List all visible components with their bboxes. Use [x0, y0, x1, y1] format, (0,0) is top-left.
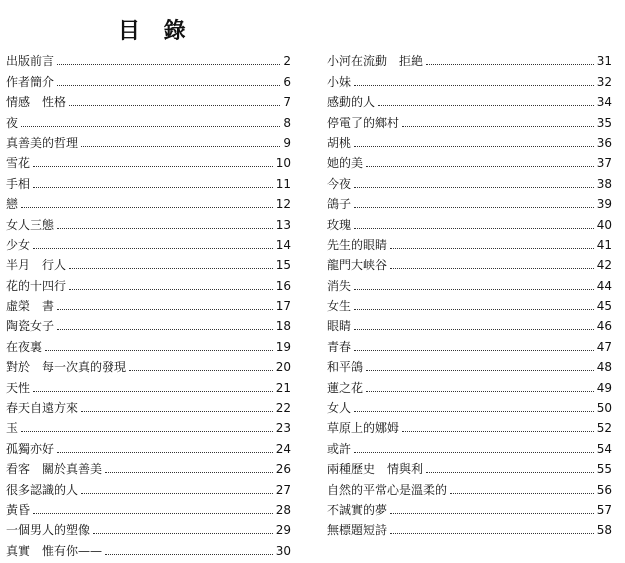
entry-title: 蓮之花: [327, 380, 364, 395]
entry-page-number: 58: [596, 523, 612, 538]
dot-leader: [378, 105, 594, 106]
dot-leader: [33, 391, 273, 392]
entry-title: 夜: [6, 115, 19, 130]
dot-leader: [426, 472, 594, 473]
entry-title: 孤獨亦好: [6, 441, 55, 456]
dot-leader: [450, 493, 594, 494]
entry-title: 無標題短詩: [327, 523, 388, 538]
toc-entry[interactable]: [327, 252, 612, 272]
entry-title: 真善美的哲理: [6, 135, 79, 150]
toc-entry[interactable]: [327, 191, 612, 211]
page-title: 目 錄: [118, 18, 194, 44]
dot-leader: [354, 146, 594, 147]
entry-page-number: 56: [596, 482, 612, 497]
entry-page-number: 48: [596, 360, 612, 375]
entry-title: 黃昏: [6, 502, 31, 517]
toc-entry[interactable]: [327, 211, 612, 231]
toc-entry[interactable]: [327, 293, 612, 313]
dot-leader: [21, 126, 280, 127]
toc-entry[interactable]: [327, 333, 612, 353]
entry-title: 女人三態: [6, 217, 55, 232]
entry-page-number: 49: [596, 380, 612, 395]
entry-page-number: 15: [275, 258, 291, 273]
entry-title: 胡桃: [327, 135, 352, 150]
toc-entry[interactable]: [6, 89, 291, 109]
toc-entry[interactable]: [327, 272, 612, 292]
toc-entry[interactable]: [6, 170, 291, 190]
entry-page-number: 19: [275, 339, 291, 354]
entry-page-number: 55: [596, 462, 612, 477]
dot-leader: [354, 207, 594, 208]
entry-page-number: 29: [275, 523, 291, 538]
toc-entry[interactable]: [6, 374, 291, 394]
entry-page-number: 23: [275, 421, 291, 436]
entry-page-number: 30: [275, 543, 291, 558]
toc-entry[interactable]: [327, 48, 612, 68]
toc-entry[interactable]: [327, 476, 612, 496]
dot-leader: [354, 85, 594, 86]
toc-entry[interactable]: [6, 48, 291, 68]
entry-page-number: 8: [283, 115, 291, 130]
toc-entry[interactable]: [6, 130, 291, 150]
entry-page-number: 31: [596, 54, 612, 69]
toc-entry[interactable]: [6, 68, 291, 88]
toc-entry[interactable]: [327, 130, 612, 150]
entry-title: 手相: [6, 176, 31, 191]
toc-entry[interactable]: [6, 435, 291, 455]
entry-title: 看客 關於真善美: [6, 462, 103, 477]
entry-title: 女生: [327, 299, 352, 314]
entry-page-number: 17: [275, 299, 291, 314]
entry-title: 真實 惟有你——: [6, 543, 103, 558]
dot-leader: [366, 166, 594, 167]
entry-title: 和平鴿: [327, 360, 364, 375]
entry-title: 出版前言: [6, 54, 55, 69]
entry-title: 虛榮 書: [6, 299, 55, 314]
toc-entry[interactable]: [6, 272, 291, 292]
entry-page-number: 28: [275, 502, 291, 517]
entry-page-number: 32: [596, 74, 612, 89]
dot-leader: [57, 452, 273, 453]
toc-entry[interactable]: [6, 415, 291, 435]
entry-title: 天性: [6, 380, 31, 395]
entry-page-number: 27: [275, 482, 291, 497]
entry-page-number: 36: [596, 135, 612, 150]
dot-leader: [57, 228, 273, 229]
entry-page-number: 18: [275, 319, 291, 334]
entry-page-number: 10: [275, 156, 291, 171]
dot-leader: [33, 513, 273, 514]
dot-leader: [366, 370, 594, 371]
dot-leader: [354, 350, 594, 351]
entry-title: 她的美: [327, 156, 364, 171]
dot-leader: [105, 554, 273, 555]
dot-leader: [354, 187, 594, 188]
entry-title: 或許: [327, 441, 352, 456]
toc-entry[interactable]: [327, 354, 612, 374]
entry-page-number: 16: [275, 278, 291, 293]
dot-leader: [354, 289, 594, 290]
entry-title: 春天自遠方來: [6, 401, 79, 416]
entry-title: 先生的眼睛: [327, 237, 388, 252]
dot-leader: [426, 64, 594, 65]
entry-title: 很多認識的人: [6, 482, 79, 497]
dot-leader: [390, 533, 594, 534]
toc-entry[interactable]: [6, 354, 291, 374]
entry-title: 今夜: [327, 176, 352, 191]
entry-page-number: 20: [275, 360, 291, 375]
entry-page-number: 45: [596, 299, 612, 314]
dot-leader: [81, 411, 273, 412]
toc-entry[interactable]: [6, 517, 291, 537]
entry-page-number: 37: [596, 156, 612, 171]
dot-leader: [21, 207, 273, 208]
dot-leader: [105, 472, 273, 473]
entry-page-number: 38: [596, 176, 612, 191]
dot-leader: [69, 268, 273, 269]
toc-entry[interactable]: [327, 435, 612, 455]
dot-leader: [390, 268, 594, 269]
dot-leader: [354, 228, 594, 229]
toc-entry[interactable]: [6, 191, 291, 211]
entry-page-number: 11: [275, 176, 291, 191]
entry-title: 小河在流動 拒絶: [327, 54, 424, 69]
entry-page-number: 6: [283, 74, 291, 89]
dot-leader: [354, 452, 594, 453]
dot-leader: [33, 248, 273, 249]
entry-title: 兩種歷史 情與利: [327, 462, 424, 477]
entry-page-number: 52: [596, 421, 612, 436]
entry-page-number: 54: [596, 441, 612, 456]
entry-page-number: 9: [283, 135, 291, 150]
toc-entry[interactable]: [327, 232, 612, 252]
dot-leader: [57, 309, 273, 310]
entry-title: 不誠實的夢: [327, 502, 388, 517]
entry-title: 眼睛: [327, 319, 352, 334]
entry-title: 對於 每一次真的發現: [6, 360, 127, 375]
toc-entry[interactable]: [6, 293, 291, 313]
dot-leader: [129, 370, 273, 371]
entry-page-number: 22: [275, 401, 291, 416]
entry-title: 草原上的娜姆: [327, 421, 400, 436]
toc-entry[interactable]: [6, 537, 291, 557]
entry-page-number: 12: [275, 197, 291, 212]
entry-page-number: 42: [596, 258, 612, 273]
dot-leader: [93, 533, 273, 534]
entry-page-number: 44: [596, 278, 612, 293]
entry-page-number: 2: [283, 54, 291, 69]
entry-title: 少女: [6, 237, 31, 252]
entry-title: 戀: [6, 197, 19, 212]
entry-title: 一個男人的塑像: [6, 523, 91, 538]
entry-title: 作者簡介: [6, 74, 55, 89]
entry-title: 半月 行人: [6, 258, 67, 273]
entry-title: 龍門大峡谷: [327, 258, 388, 273]
toc-entry[interactable]: [327, 109, 612, 129]
dot-leader: [45, 350, 273, 351]
entry-title: 鴿子: [327, 197, 352, 212]
entry-page-number: 35: [596, 115, 612, 130]
entry-title: 女人: [327, 401, 352, 416]
toc-entry[interactable]: [327, 395, 612, 415]
dot-leader: [354, 309, 594, 310]
toc-entry[interactable]: [327, 497, 612, 517]
dot-leader: [21, 431, 273, 432]
entry-page-number: 46: [596, 319, 612, 334]
entry-title: 自然的平常心是溫柔的: [327, 482, 448, 497]
entry-title: 陶瓷女子: [6, 319, 55, 334]
entry-title: 在夜裏: [6, 339, 43, 354]
toc-entry[interactable]: [327, 170, 612, 190]
dot-leader: [390, 248, 594, 249]
dot-leader: [366, 391, 594, 392]
dot-leader: [354, 411, 594, 412]
toc-entry[interactable]: [6, 395, 291, 415]
toc-entry[interactable]: [6, 333, 291, 353]
toc-entry[interactable]: [6, 150, 291, 170]
entry-title: 情感 性格: [6, 95, 67, 110]
dot-leader: [57, 85, 280, 86]
entry-title: 小妹: [327, 74, 352, 89]
dot-leader: [402, 126, 594, 127]
entry-title: 花的十四行: [6, 278, 67, 293]
toc-entry[interactable]: [327, 89, 612, 109]
toc-entry[interactable]: [327, 150, 612, 170]
entry-page-number: 41: [596, 237, 612, 252]
toc-entry[interactable]: [6, 497, 291, 517]
toc-entry[interactable]: [327, 517, 612, 537]
entry-title: 停電了的鄉村: [327, 115, 400, 130]
dot-leader: [57, 64, 280, 65]
toc-entry[interactable]: [327, 374, 612, 394]
dot-leader: [69, 289, 273, 290]
entry-page-number: 13: [275, 217, 291, 232]
entry-title: 感動的人: [327, 95, 376, 110]
toc-entry[interactable]: [327, 68, 612, 88]
entry-page-number: 40: [596, 217, 612, 232]
entry-page-number: 21: [275, 380, 291, 395]
entry-page-number: 50: [596, 401, 612, 416]
entry-page-number: 47: [596, 339, 612, 354]
dot-leader: [33, 166, 273, 167]
toc-entry[interactable]: [6, 109, 291, 129]
dot-leader: [390, 513, 594, 514]
toc-entry[interactable]: [327, 415, 612, 435]
entry-title: 青春: [327, 339, 352, 354]
toc-left-column: [6, 48, 291, 558]
entry-page-number: 14: [275, 237, 291, 252]
entry-page-number: 7: [283, 95, 291, 110]
dot-leader: [81, 493, 273, 494]
toc-entry[interactable]: [6, 232, 291, 252]
toc-entry[interactable]: [6, 476, 291, 496]
entry-page-number: 26: [275, 462, 291, 477]
toc-entry[interactable]: [327, 456, 612, 476]
dot-leader: [57, 329, 273, 330]
toc-entry[interactable]: [6, 313, 291, 333]
dot-leader: [33, 187, 273, 188]
entry-title: 雪花: [6, 156, 31, 171]
toc-entry[interactable]: [327, 313, 612, 333]
toc-entry[interactable]: [6, 252, 291, 272]
toc-entry[interactable]: [6, 456, 291, 476]
entry-page-number: 57: [596, 502, 612, 517]
entry-page-number: 39: [596, 197, 612, 212]
dot-leader: [402, 431, 594, 432]
entry-title: 玉: [6, 421, 19, 436]
dot-leader: [354, 329, 594, 330]
entry-page-number: 34: [596, 95, 612, 110]
entry-page-number: 24: [275, 441, 291, 456]
entry-title: 消失: [327, 278, 352, 293]
dot-leader: [81, 146, 280, 147]
toc-entry[interactable]: [6, 211, 291, 231]
toc-right-column: [327, 48, 612, 537]
dot-leader: [69, 105, 280, 106]
entry-title: 玫瑰: [327, 217, 352, 232]
